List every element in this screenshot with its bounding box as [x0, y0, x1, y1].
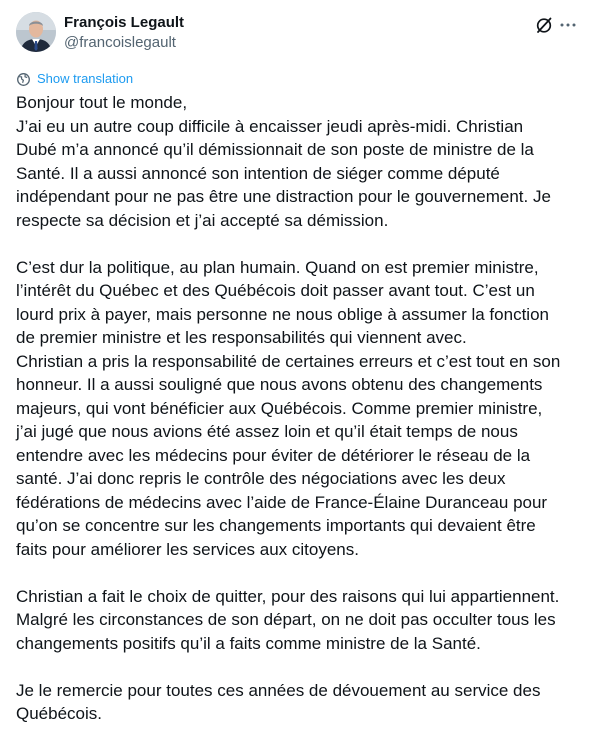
show-translation-label: Show translation [37, 71, 134, 86]
tweet-line: changements positifs qu’il a faits comme ministre de la Santé. [16, 633, 481, 653]
tweet-line: Québécois. [16, 704, 102, 723]
tweet-line: indépendant pour ne pas être une distraction pour le gouvernement. Je [16, 187, 551, 206]
tweet-line: C’est dur la politique, au plan humain. Quand on est premier ministre, [16, 257, 539, 277]
tweet-line: Christian a pris la responsabilité de certaines erreurs et c’est tout en son [16, 351, 561, 371]
tweet-line: Santé. Il a aussi annoncé son intention de siéger comme député [16, 163, 500, 183]
tweet-line: Dubé m’a annoncé qu’il démissionnait de son poste de ministre de la [16, 140, 534, 159]
tweet-line: lourd prix à payer, mais personne ne nous oblige à assumer la fonction [16, 304, 549, 324]
tweet-line: santé. J’ai donc repris le contrôle des négociations avec les deux [16, 469, 506, 488]
author-names [64, 13, 184, 53]
grok-slash-circle-icon[interactable] [533, 14, 555, 36]
tweet-line: faits pour améliorer les services aux citoyens. [16, 539, 359, 559]
author-display-name[interactable]: François Legault [64, 14, 185, 31]
tweet-line: l’intérêt du Québec et des Québécois doit passer avant tout. C’est un [16, 281, 535, 300]
paragraph-break [16, 232, 582, 256]
avatar-photo-icon [16, 12, 56, 52]
translate-globe-icon [16, 72, 31, 87]
tweet-line: J’ai eu un autre coup difficile à encaisser jeudi après-midi. Christian [16, 116, 524, 136]
author-handle[interactable]: @francoislegault [64, 34, 176, 51]
tweet-line: de premier ministre et les responsabilités qui viennent avec. [16, 328, 467, 347]
tweet-text [16, 91, 582, 726]
paragraph-break [16, 561, 582, 585]
tweet-line: Christian a fait le choix de quitter, pour des raisons qui lui appartiennent. [16, 586, 560, 606]
show-translation-link[interactable] [16, 70, 133, 88]
tweet-line: respecte sa décision et j’ai accepté sa démission. [16, 210, 389, 230]
tweet-line: entendre avec les médecins pour éviter de détériorer le réseau de la [16, 445, 531, 465]
tweet-header [16, 12, 579, 56]
tweet-line: qu’on se concentre sur les changements importants qui devaient être [16, 516, 536, 535]
tweet-line: fédérations de médecins avec l’aide de France-Élaine Duranceau pour [16, 492, 548, 512]
tweet-line: Je le remercie pour toutes ces années de dévouement au service des [16, 680, 541, 700]
tweet-line: Bonjour tout le monde, [16, 93, 188, 112]
avatar[interactable] [16, 12, 56, 52]
paragraph-break [16, 655, 582, 679]
tweet-line: Malgré les circonstances de son départ, on ne doit pas occulter tous les [16, 610, 556, 629]
more-dots-icon[interactable] [557, 14, 579, 36]
tweet-line: majeurs, qui vont bénéficier aux Québécois. Comme premier ministre, [16, 398, 543, 418]
tweet-line: j’ai jugé que nous avions été assez loin et qu’il était temps de nous [16, 422, 518, 441]
tweet-line: honneur. Il a aussi souligné que nous avons obtenu des changements [16, 375, 543, 394]
